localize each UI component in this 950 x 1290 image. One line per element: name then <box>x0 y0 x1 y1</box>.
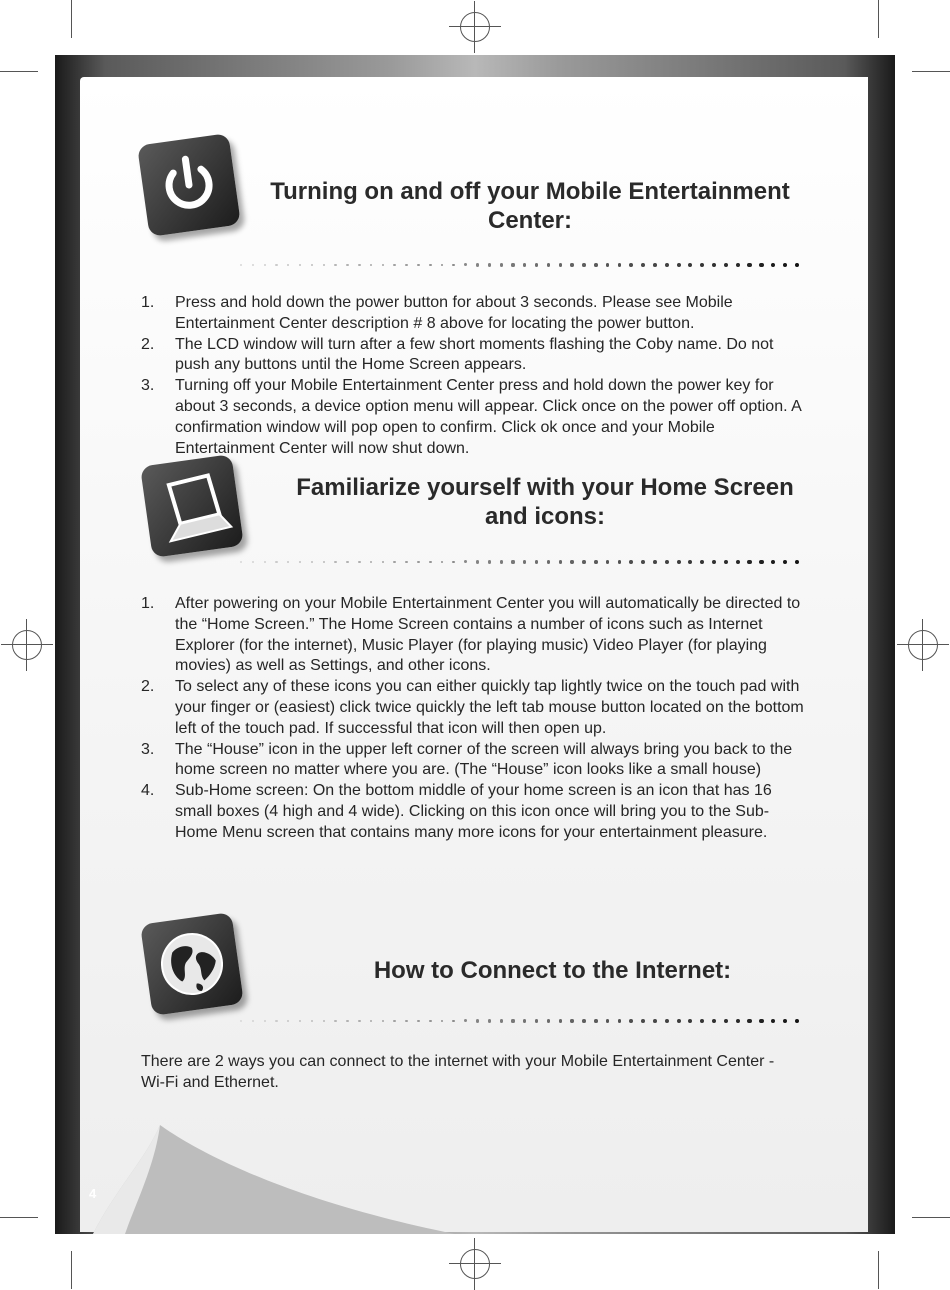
divider-dot <box>252 264 254 266</box>
divider-dot <box>287 264 289 266</box>
divider-dot <box>500 1019 503 1022</box>
crop-mark <box>0 1217 38 1218</box>
divider-dot <box>275 1020 277 1022</box>
divider-dot <box>523 1019 526 1022</box>
divider-dot <box>417 264 420 267</box>
divider-dot <box>370 561 373 564</box>
registration-mark <box>460 1249 490 1279</box>
list-item <box>141 594 811 677</box>
divider-dot <box>641 560 645 564</box>
divider-dot <box>358 1020 361 1023</box>
item-number: 3. <box>141 740 155 758</box>
divider-dot <box>488 560 491 563</box>
divider-dot <box>405 1020 408 1023</box>
divider-dot <box>311 264 313 266</box>
divider-dot <box>476 263 479 266</box>
divider-dot <box>783 263 787 267</box>
divider-dot <box>688 560 692 564</box>
divider-dot <box>275 561 277 563</box>
divider-dot <box>452 561 455 564</box>
divider-dot <box>665 263 669 267</box>
divider-dot <box>629 1019 633 1023</box>
divider-dot <box>677 1019 681 1023</box>
divider-dot <box>405 561 408 564</box>
item-text: After powering on your Mobile Entertainment Center you will automatically be directed to the “Home Screen.” The Home Screen contains a number of icons such as Internet Explorer (for the internet), Music Player (for playing music) Video Player (for playing movies) as well as Settings, and other icons. <box>175 595 801 675</box>
intro-paragraph: There are 2 ways you can connect to the internet with your Mobile Entertainment Center - Wi-Fi and Ethernet. <box>141 1053 775 1091</box>
divider-dot <box>370 264 373 267</box>
divider-dot <box>677 263 681 267</box>
divider-dot <box>417 561 420 564</box>
divider-dot <box>724 263 728 267</box>
divider-dot <box>759 1019 763 1023</box>
divider-dot <box>393 1020 396 1023</box>
list-item <box>141 677 811 739</box>
divider-dot <box>240 1020 242 1022</box>
divider-dot <box>311 561 313 563</box>
list-item <box>141 293 811 335</box>
divider-dot <box>547 1019 550 1022</box>
divider-dot <box>382 1020 385 1023</box>
divider-dot <box>275 264 277 266</box>
list-item <box>141 335 811 377</box>
divider-dot <box>511 560 514 563</box>
divider-dot <box>736 263 740 267</box>
divider-dot <box>618 1019 622 1023</box>
divider-dot <box>582 1019 586 1023</box>
divider-dot <box>429 264 432 267</box>
divider-dot <box>570 560 573 563</box>
heading-line: and icons: <box>484 503 605 530</box>
divider-dot <box>771 560 775 564</box>
divider-dot <box>700 560 704 564</box>
divider-dot <box>547 560 550 563</box>
dotted-divider <box>240 559 810 565</box>
page-curl <box>55 1120 455 1234</box>
divider-dot <box>594 560 598 564</box>
divider-dot <box>464 263 467 266</box>
divider-dot <box>570 263 573 266</box>
divider-dot <box>795 263 800 268</box>
divider-dot <box>500 263 503 266</box>
divider-dot <box>594 263 598 267</box>
divider-dot <box>240 264 242 266</box>
divider-dot <box>393 264 396 267</box>
divider-dot <box>334 1020 336 1022</box>
divider-dot <box>759 560 763 564</box>
divider-dot <box>724 560 728 564</box>
divider-dot <box>641 263 645 267</box>
item-text: The LCD window will turn after a few short moments flashing the Coby name. Do not push any buttons until the Home Screen appears. <box>175 335 774 374</box>
divider-dot <box>582 263 586 267</box>
divider-dot <box>594 1019 598 1023</box>
list-item <box>141 376 811 459</box>
divider-dot <box>535 560 538 563</box>
divider-dot <box>382 561 385 564</box>
section-heading <box>300 956 805 985</box>
divider-dot <box>747 560 751 564</box>
divider-dot <box>688 1019 692 1023</box>
item-number: 2. <box>141 335 155 353</box>
heading-line: Turning on and off your Mobile Entertainment <box>270 178 790 205</box>
crop-mark <box>71 0 72 38</box>
divider-dot <box>795 560 800 565</box>
item-number: 1. <box>141 595 155 612</box>
divider-dot <box>476 560 479 563</box>
divider-dot <box>736 560 740 564</box>
divider-dot <box>606 263 610 267</box>
divider-dot <box>252 1020 254 1022</box>
divider-dot <box>570 1019 573 1022</box>
divider-dot <box>346 561 348 563</box>
item-number: 3. <box>141 377 155 395</box>
divider-dot <box>429 1020 432 1023</box>
divider-dot <box>287 1020 289 1022</box>
registration-mark <box>460 12 490 42</box>
dotted-divider <box>240 262 810 268</box>
divider-dot <box>299 264 301 266</box>
divider-dot <box>299 1020 301 1022</box>
instruction-list <box>141 594 811 844</box>
divider-dot <box>334 561 336 563</box>
divider-dot <box>334 264 336 266</box>
divider-dot <box>523 263 526 266</box>
registration-mark <box>12 630 42 660</box>
divider-dot <box>606 560 610 564</box>
divider-dot <box>665 560 669 564</box>
divider-dot <box>323 561 325 563</box>
divider-dot <box>559 560 562 563</box>
divider-dot <box>700 263 704 267</box>
divider-dot <box>240 561 242 563</box>
divider-dot <box>618 560 622 564</box>
divider-dot <box>736 1019 740 1023</box>
divider-dot <box>629 560 633 564</box>
divider-dot <box>653 560 657 564</box>
item-number: 2. <box>141 678 155 696</box>
divider-dot <box>771 263 775 267</box>
crop-mark <box>0 71 38 72</box>
divider-dot <box>535 263 538 266</box>
divider-dot <box>264 1020 266 1022</box>
page-number: 4 <box>89 1186 97 1201</box>
divider-dot <box>747 263 751 267</box>
divider-dot <box>783 560 787 564</box>
crop-mark <box>878 0 879 38</box>
item-text: Turning off your Mobile Entertainment Center press and hold down the power key for about 3 seconds, a device option menu will appear. Click once on the power off option. A confirmation window will pop open to confirm. Click ok once and your Mobile Entertainment Center will now shut down. <box>175 377 801 457</box>
divider-dot <box>559 263 562 266</box>
divider-dot <box>441 1020 444 1023</box>
divider-dot <box>441 264 444 267</box>
divider-dot <box>747 1019 751 1023</box>
divider-dot <box>535 1019 538 1022</box>
divider-dot <box>311 1020 313 1022</box>
divider-dot <box>464 560 467 563</box>
divider-dot <box>264 561 266 563</box>
divider-dot <box>653 263 657 267</box>
crop-mark <box>878 1251 879 1289</box>
divider-dot <box>299 561 301 563</box>
list-item <box>141 781 811 843</box>
divider-dot <box>559 1019 562 1022</box>
instruction-list <box>141 293 811 459</box>
divider-dot <box>724 1019 728 1023</box>
divider-dot <box>346 264 348 266</box>
power-icon <box>137 133 241 237</box>
section-heading <box>250 177 810 235</box>
crop-mark <box>71 1251 72 1289</box>
divider-dot <box>441 561 444 564</box>
item-number: 4. <box>141 782 155 800</box>
divider-dot <box>346 1020 348 1022</box>
laptop-icon <box>140 454 244 558</box>
divider-dot <box>606 1019 610 1023</box>
divider-dot <box>476 1019 479 1022</box>
divider-dot <box>700 1019 704 1023</box>
divider-dot <box>688 263 692 267</box>
divider-dot <box>287 561 289 563</box>
divider-dot <box>452 1020 455 1023</box>
item-text: Press and hold down the power button for about 3 seconds. Please see Mobile Entertainment Center description # 8 above for locating the power button. <box>175 294 733 332</box>
divider-dot <box>358 561 361 564</box>
dotted-divider <box>240 1018 810 1024</box>
divider-dot <box>488 263 491 266</box>
divider-dot <box>511 263 514 266</box>
divider-dot <box>712 263 716 267</box>
divider-dot <box>429 561 432 564</box>
divider-dot <box>252 561 254 563</box>
divider-dot <box>795 1019 800 1024</box>
divider-dot <box>712 560 716 564</box>
divider-dot <box>323 1020 325 1022</box>
item-text: To select any of these icons you can either quickly tap lightly twice on the touch pad with your finger or (easiest) click twice quickly the left tab mouse button located on the bottom left of the touch pad. If successful that icon will then open up. <box>175 678 804 737</box>
heading-line: Familiarize yourself with your Home Screen <box>296 474 794 501</box>
divider-dot <box>582 560 586 564</box>
divider-dot <box>511 1019 514 1022</box>
item-text: Sub-Home screen: On the bottom middle of your home screen is an icon that has 16 small boxes (4 high and 4 wide). Clicking on this icon once will bring you to the Sub-Home Menu screen that contains many more icons for your entertainment pleasure. <box>175 782 772 841</box>
divider-dot <box>370 1020 373 1023</box>
divider-dot <box>547 263 550 266</box>
divider-dot <box>712 1019 716 1023</box>
divider-dot <box>523 560 526 563</box>
list-item <box>141 740 811 782</box>
crop-mark <box>912 71 950 72</box>
item-number: 1. <box>141 294 155 311</box>
divider-dot <box>405 264 408 267</box>
divider-dot <box>653 1019 657 1023</box>
divider-dot <box>452 264 455 267</box>
divider-dot <box>783 1019 787 1023</box>
divider-dot <box>358 264 361 267</box>
item-text: The “House” icon in the upper left corner of the screen will always bring you back to the home screen no matter where you are. (The “House” icon looks like a small house) <box>175 740 793 779</box>
divider-dot <box>677 560 681 564</box>
divider-dot <box>323 264 325 266</box>
divider-dot <box>629 263 633 267</box>
heading-line: How to Connect to the Internet: <box>373 957 732 984</box>
divider-dot <box>500 560 503 563</box>
divider-dot <box>488 1019 491 1022</box>
divider-dot <box>382 264 385 267</box>
heading-line: Center: <box>487 207 572 234</box>
divider-dot <box>264 264 266 266</box>
divider-dot <box>618 263 622 267</box>
section-heading <box>270 473 820 531</box>
registration-mark <box>908 630 938 660</box>
crop-mark <box>912 1217 950 1218</box>
divider-dot <box>771 1019 775 1023</box>
divider-dot <box>759 263 763 267</box>
divider-dot <box>641 1019 645 1023</box>
divider-dot <box>665 1019 669 1023</box>
divider-dot <box>417 1020 420 1023</box>
globe-icon <box>140 912 244 1016</box>
divider-dot <box>393 561 396 564</box>
divider-dot <box>464 1019 467 1022</box>
